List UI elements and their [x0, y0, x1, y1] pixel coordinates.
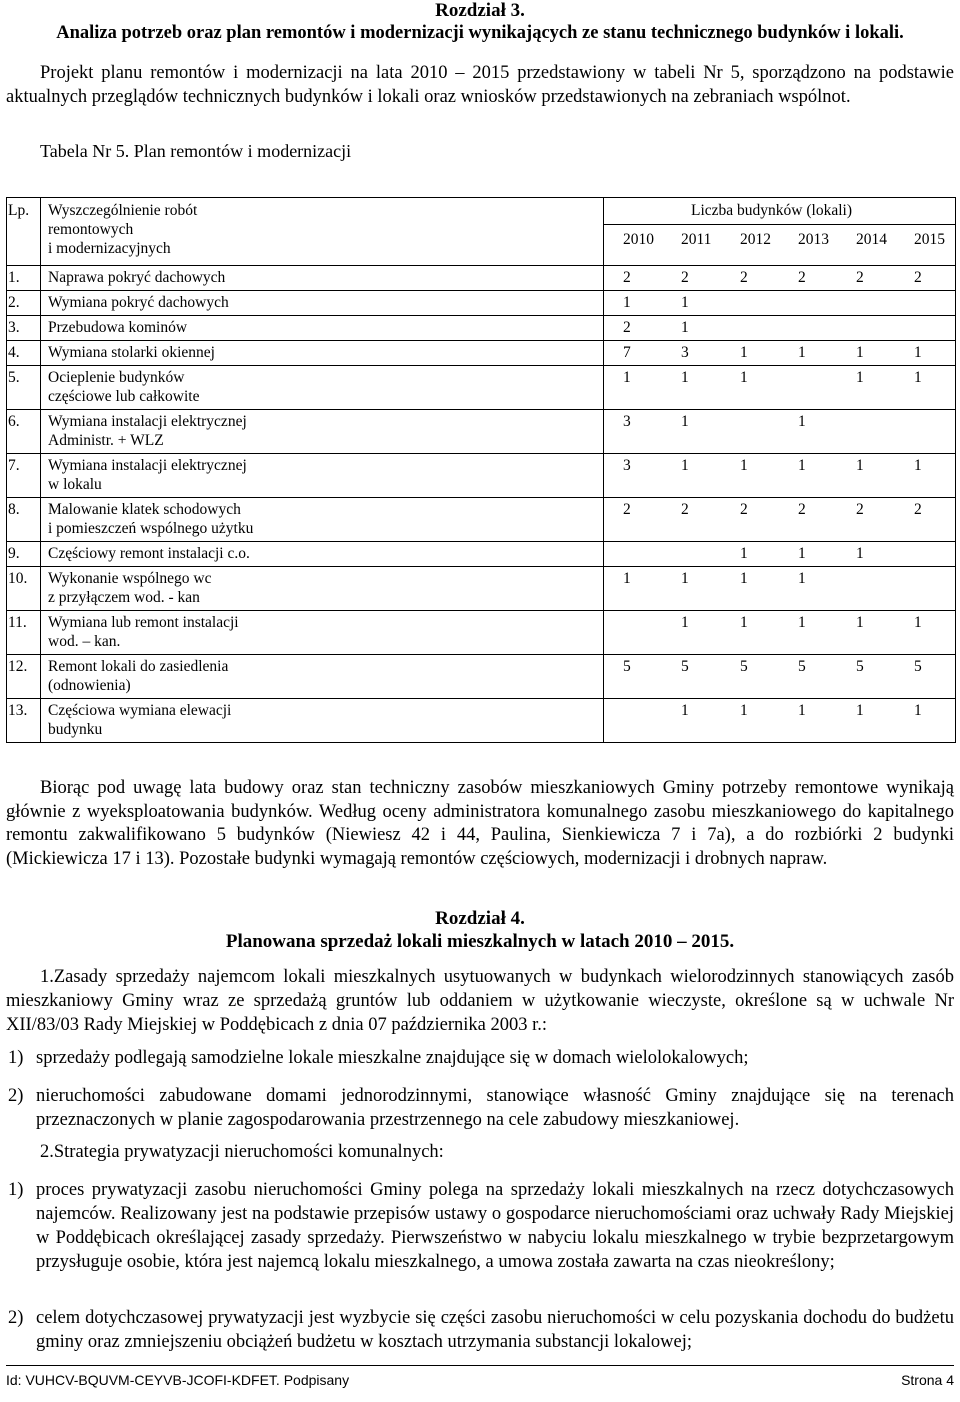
table-row-rule: [6, 742, 956, 743]
table-cell-desc: Malowanie klatek schodowych: [48, 501, 241, 518]
strategy-item-2: [8, 1306, 954, 1354]
table-cell-value: 1: [856, 457, 864, 474]
table-header-desc: Wyszczególnienie robót: [48, 202, 198, 219]
table-cell-value: 1: [914, 344, 922, 361]
table-cell-value: 3: [681, 344, 689, 361]
table-row-rule: [6, 541, 956, 542]
table-cell-lp: 11.: [8, 614, 27, 631]
table-cell-value: 5: [681, 658, 689, 675]
table-cell-value: 2: [623, 501, 631, 518]
list-label: 1): [8, 1048, 24, 1068]
table-cell-value: 2: [740, 501, 748, 518]
table-border-top: [6, 197, 956, 198]
table-cell-value: 5: [740, 658, 748, 675]
table-cell-value: 1: [623, 570, 631, 587]
table-row-rule: [6, 566, 956, 567]
list-label: 1): [8, 1180, 24, 1200]
table-cell-lp: 1.: [8, 269, 20, 286]
table-col-divider: [603, 197, 604, 742]
table-cell-value: 1: [623, 369, 631, 386]
table-cell-value: 1: [681, 702, 689, 719]
sales-rules-item-2: [8, 1084, 954, 1132]
table-cell-value: 7: [623, 344, 631, 361]
analysis-paragraph: Biorąc pod uwagę lata budowy oraz stan techniczny zasobów mieszkaniowych Gminy potrzeby remontowe wynikają głównie z wyeksploatowania budynków. Według oceny administratora komunalnego zasobu mieszkaniowego do kapitalnego remontu zakwalifikowano 5 budynków (Niewiesz 42 i 44, Paulina, Sienkiewicza 7 i 7a), a do rozbiórki 2 budynki (Mickiewicza 17 i 13). Pozostałe budynki wymagają remontów częściowych, modernizacji i drobnych napraw.: [6, 778, 954, 869]
table-cell-desc: Częściowa wymiana elewacji: [48, 702, 232, 719]
table-header-year: 2015: [914, 231, 945, 248]
table-cell-desc: z przyłączem wod. - kan: [48, 589, 200, 606]
footer-rule: [6, 1365, 954, 1366]
table-cell-value: 1: [798, 413, 806, 430]
table-cell-value: 1: [740, 570, 748, 587]
table-cell-desc: Naprawa pokryć dachowych: [48, 269, 226, 286]
table-cell-value: 2: [740, 269, 748, 286]
table-cell-desc: w lokalu: [48, 476, 102, 493]
table-header-year: 2012: [740, 231, 771, 248]
table-cell-value: 2: [798, 269, 806, 286]
table-cell-value: 1: [798, 457, 806, 474]
sales-rules-item-1: [8, 1046, 954, 1070]
table-cell-value: 1: [740, 344, 748, 361]
table-cell-lp: 8.: [8, 501, 20, 518]
table-cell-lp: 13.: [8, 702, 28, 719]
table-header-desc: i modernizacyjnych: [48, 240, 171, 257]
table-cell-value: 2: [681, 501, 689, 518]
table-row-rule: [6, 409, 956, 410]
table-cell-value: 1: [856, 545, 864, 562]
table-header-year: 2010: [623, 231, 654, 248]
table-cell-value: 5: [623, 658, 631, 675]
chapter-title: Analiza potrzeb oraz plan remontów i modernizacji wynikających ze stanu technicznego budynków i lokali.: [56, 23, 904, 43]
intro-paragraph: Projekt planu remontów i modernizacji na lata 2010 – 2015 przedstawiony w tabeli Nr 5, sporządzono na podstawie aktualnych przeglądów technicznych budynków i lokali oraz wniosków przedstawionych na zebraniach wspólnot.: [6, 63, 954, 107]
table-cell-value: 2: [681, 269, 689, 286]
table-cell-value: 2: [856, 501, 864, 518]
table-cell-value: 1: [856, 702, 864, 719]
table-cell-value: 1: [798, 570, 806, 587]
table-cell-desc: wod. – kan.: [48, 633, 121, 650]
document-id: Id: VUHCV-BQUVM-CEYVB-JCOFI-KDFET. Podpisany: [6, 1372, 350, 1388]
table-cell-value: 5: [856, 658, 864, 675]
table-cell-lp: 6.: [8, 413, 20, 430]
table-header-year: 2011: [681, 231, 712, 248]
table-cell-lp: 12.: [8, 658, 28, 675]
table-row-rule: [6, 365, 956, 366]
table-header-rule: [6, 265, 956, 266]
table-header-desc: remontowych: [48, 221, 134, 238]
table-row-rule: [6, 453, 956, 454]
table-cell-value: 2: [914, 269, 922, 286]
table-border-left: [6, 197, 7, 742]
chapter-heading: Rozdział 3.: [435, 0, 525, 21]
table-cell-desc: Wymiana instalacji elektrycznej: [48, 413, 247, 430]
footer: [6, 1372, 954, 1388]
table-cell-value: 2: [798, 501, 806, 518]
page-number: Strona 4: [901, 1372, 954, 1388]
table-cell-desc: Wymiana lub remont instalacji: [48, 614, 239, 631]
table-header-year: 2014: [856, 231, 887, 248]
table-caption: Tabela Nr 5. Plan remontów i modernizacji: [40, 141, 352, 161]
table-cell-value: 1: [798, 545, 806, 562]
table-cell-desc: Ocieplenie budynków: [48, 369, 185, 386]
table-cell-value: 1: [740, 702, 748, 719]
renovation-plan-table: [6, 197, 956, 764]
table-cell-value: 5: [914, 658, 922, 675]
chapter4-heading: Rozdział 4.: [435, 908, 525, 929]
table-cell-desc: Wymiana pokryć dachowych: [48, 294, 229, 311]
table-cell-desc: Remont lokali do zasiedlenia: [48, 658, 229, 675]
table-cell-desc: (odnowienia): [48, 677, 131, 694]
table-row-rule: [6, 610, 956, 611]
table-cell-value: 1: [856, 614, 864, 631]
table-cell-value: 1: [681, 319, 689, 336]
table-cell-desc: budynku: [48, 721, 103, 738]
table-cell-value: 1: [856, 344, 864, 361]
table-cell-value: 1: [681, 413, 689, 430]
table-cell-desc: Wymiana stolarki okiennej: [48, 344, 215, 361]
table-cell-value: 1: [681, 369, 689, 386]
chapter4-title: Planowana sprzedaż lokali mieszkalnych w latach 2010 – 2015.: [225, 931, 735, 952]
table-cell-value: 1: [681, 294, 689, 311]
list-label: 2): [8, 1086, 24, 1106]
table-cell-lp: 4.: [8, 344, 20, 361]
table-row-rule: [6, 315, 956, 316]
strategy-item-1: [8, 1178, 954, 1274]
list-text: proces prywatyzacji zasobu nieruchomości Gminy polega na sprzedaży lokali mieszkalnych na rzecz dotychczasowych najemców. Realizowany jest na podstawie przepisów ustawy o gospodarce nieruchomościami oraz uchwały Rady Miejskiej w Poddębicach określającej zasady sprzedaży. Pierwszeństwo w nabyciu lokalu mieszkalnego w trybie bezprzetargowym przysługuje osobie, która jest najemcą lokalu mieszkalnego, a umowa została zawarta na czas nieokreślony;: [36, 1180, 954, 1272]
table-cell-desc: Przebudowa kominów: [48, 319, 188, 336]
table-cell-lp: 7.: [8, 457, 20, 474]
list-text: celem dotychczasowej prywatyzacji jest wyzbycie się części zasobu nieruchomości w celu pozyskania dochodu do budżetu gminy oraz zmniejszeniu obciążeń budżetu w kosztach utrzymania substancji lokalowej;: [36, 1308, 954, 1352]
table-row-rule: [6, 654, 956, 655]
table-header-lp: Lp.: [8, 202, 30, 219]
table-cell-value: 3: [623, 413, 631, 430]
sales-rules-paragraph: 1.Zasady sprzedaży najemcom lokali mieszkalnych usytuowanych w budynkach wielorodzinnych stanowiących zasób mieszkaniowy Gminy wraz ze sprzedażą gruntów lub oddaniem w użytkowanie wieczyste, określone są w uchwale Nr XII/83/03 Rady Miejskiej w Poddębicach z dnia 07 października 2003 r.:: [6, 967, 954, 1035]
table-col-divider: [40, 197, 41, 742]
table-group-rule: [603, 224, 956, 225]
table-cell-desc: Częściowy remont instalacji c.o.: [48, 545, 250, 562]
table-cell-value: 1: [681, 570, 689, 587]
list-text: sprzedaży podlegają samodzielne lokale mieszkalne znajdujące się w domach wielolokalowych;: [36, 1048, 749, 1068]
table-cell-value: 1: [914, 369, 922, 386]
table-cell-value: 1: [798, 344, 806, 361]
table-cell-value: 1: [914, 614, 922, 631]
table-cell-value: 1: [623, 294, 631, 311]
table-cell-value: 1: [740, 614, 748, 631]
table-cell-value: 1: [740, 369, 748, 386]
table-cell-value: 1: [798, 614, 806, 631]
table-cell-lp: 5.: [8, 369, 20, 386]
table-cell-value: 2: [623, 269, 631, 286]
table-cell-lp: 3.: [8, 319, 20, 336]
table-cell-value: 1: [914, 457, 922, 474]
table-cell-value: 1: [681, 614, 689, 631]
table-border-right: [955, 197, 956, 742]
table-cell-desc: częściowe lub całkowite: [48, 388, 200, 405]
table-cell-value: 2: [856, 269, 864, 286]
table-cell-lp: 9.: [8, 545, 20, 562]
table-row-rule: [6, 497, 956, 498]
table-cell-lp: 10.: [8, 570, 28, 587]
table-cell-value: 1: [681, 457, 689, 474]
table-cell-lp: 2.: [8, 294, 20, 311]
table-row-rule: [6, 698, 956, 699]
table-row-rule: [6, 290, 956, 291]
table-cell-value: 1: [856, 369, 864, 386]
table-header-year: 2013: [798, 231, 829, 248]
table-cell-value: 3: [623, 457, 631, 474]
list-text: nieruchomości zabudowane domami jednorodzinnymi, stanowiące własność Gminy znajdujące się na terenach przeznaczonych w planie zagospodarowania przestrzennego na cele zabudowy mieszkaniowej.: [36, 1086, 954, 1130]
table-cell-value: 1: [740, 545, 748, 562]
list-label: 2): [8, 1308, 24, 1328]
table-header-group: Liczba budynków (lokali): [691, 202, 852, 219]
table-cell-desc: i pomieszczeń wspólnego użytku: [48, 520, 254, 537]
table-cell-value: 2: [914, 501, 922, 518]
table-cell-desc: Administr. + WLZ: [48, 432, 164, 449]
table-cell-value: 2: [623, 319, 631, 336]
strategy-paragraph: 2.Strategia prywatyzacji nieruchomości komunalnych:: [40, 1142, 444, 1162]
table-cell-desc: Wykonanie wspólnego wc: [48, 570, 212, 587]
table-cell-value: 1: [914, 702, 922, 719]
table-cell-value: 1: [798, 702, 806, 719]
table-cell-value: 5: [798, 658, 806, 675]
table-row-rule: [6, 340, 956, 341]
table-cell-value: 1: [740, 457, 748, 474]
table-cell-desc: Wymiana instalacji elektrycznej: [48, 457, 247, 474]
